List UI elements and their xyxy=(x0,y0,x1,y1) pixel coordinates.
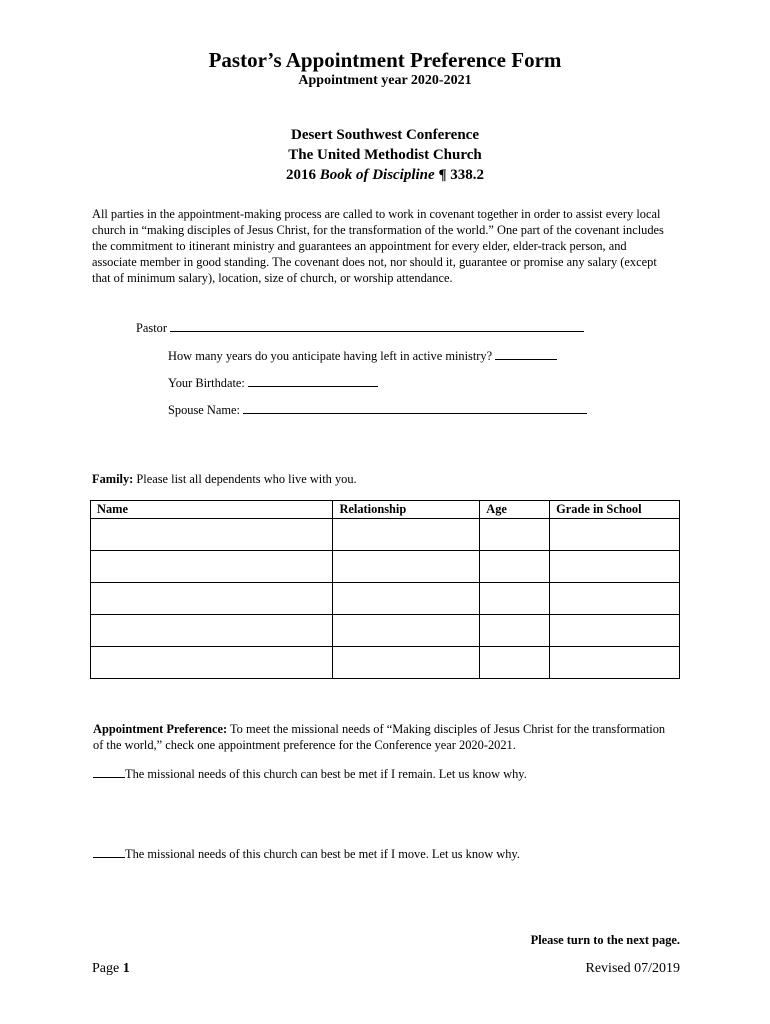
column-header-relationship: Relationship xyxy=(333,501,480,519)
pastor-field xyxy=(136,319,584,336)
turn-page-note: Please turn to the next page. xyxy=(530,933,680,947)
remain-check-blank[interactable] xyxy=(93,766,125,778)
relationship-cell[interactable] xyxy=(333,583,480,615)
intro-paragraph: All parties in the appointment-making process are called to work in covenant together in order to assist every local church in “making disciples of Jesus Christ, for the transformation of the world.” One part of the covenant includes the commitment to itinerant ministry and guarantees an appointment for every elder, elder-track person, and associate member in good standing. The covenant does not, nor should it, guarantee or promise any salary (except that of minimum salary), location, size of church, or worship attendance. xyxy=(92,207,664,285)
page-number: Page 1 xyxy=(92,961,130,976)
name-cell[interactable] xyxy=(91,551,333,583)
move-check-blank[interactable] xyxy=(93,846,125,858)
appointment-year: Appointment year 2020-2021 xyxy=(298,73,472,88)
appointment-preference-text: Appointment Preference: To meet the missional needs of “Making disciples of Jesus Christ for the transformation of the world,” check one appointment preference for the Conference year 2020-2021. xyxy=(93,722,666,752)
age-cell[interactable] xyxy=(480,647,550,679)
grade-cell[interactable] xyxy=(550,583,680,615)
relationship-cell[interactable] xyxy=(333,519,480,551)
table-row xyxy=(91,615,680,647)
grade-cell[interactable] xyxy=(550,551,680,583)
grade-cell[interactable] xyxy=(550,615,680,647)
years-label: How many years do you anticipate having left in active ministry? xyxy=(168,349,493,363)
relationship-cell[interactable] xyxy=(333,615,480,647)
table-row xyxy=(91,551,680,583)
option-remain-label: The missional needs of this church can best be met if I remain. Let us know why. xyxy=(125,767,527,781)
option-move xyxy=(93,846,520,862)
relationship-cell[interactable] xyxy=(333,551,480,583)
column-header-age: Age xyxy=(480,501,550,519)
form-title: Pastor’s Appointment Preference Form xyxy=(208,48,562,72)
option-move-label: The missional needs of this church can best be met if I move. Let us know why. xyxy=(125,847,520,861)
table-row xyxy=(91,647,680,679)
church-name: The United Methodist Church xyxy=(288,147,482,163)
birthdate-label: Your Birthdate: xyxy=(168,376,245,390)
name-cell[interactable] xyxy=(91,519,333,551)
spouse-field xyxy=(168,401,587,418)
column-header-name: Name xyxy=(91,501,333,519)
grade-cell[interactable] xyxy=(550,519,680,551)
years-input-line[interactable] xyxy=(495,347,557,360)
age-cell[interactable] xyxy=(480,583,550,615)
birthdate-field xyxy=(168,374,378,391)
name-cell[interactable] xyxy=(91,647,333,679)
revised-date: Revised 07/2019 xyxy=(585,961,680,976)
name-cell[interactable] xyxy=(91,583,333,615)
table-row xyxy=(91,519,680,551)
family-label: Family: Please list all dependents who live with you. xyxy=(92,472,357,486)
birthdate-input-line[interactable] xyxy=(248,374,378,387)
table-row xyxy=(91,583,680,615)
discipline-reference: 2016 Book of Discipline ¶ 338.2 xyxy=(285,167,485,183)
age-cell[interactable] xyxy=(480,615,550,647)
conference-name: Desert Southwest Conference xyxy=(290,127,479,143)
table-header-row xyxy=(91,501,680,519)
relationship-cell[interactable] xyxy=(333,647,480,679)
option-remain xyxy=(93,766,527,782)
spouse-label: Spouse Name: xyxy=(168,403,240,417)
spouse-input-line[interactable] xyxy=(243,401,587,414)
age-cell[interactable] xyxy=(480,519,550,551)
age-cell[interactable] xyxy=(480,551,550,583)
pastor-label: Pastor xyxy=(136,321,167,335)
grade-cell[interactable] xyxy=(550,647,680,679)
family-table xyxy=(90,500,680,679)
column-header-grade: Grade in School xyxy=(550,501,680,519)
years-field xyxy=(168,347,557,364)
name-cell[interactable] xyxy=(91,615,333,647)
pastor-input-line[interactable] xyxy=(170,319,584,332)
